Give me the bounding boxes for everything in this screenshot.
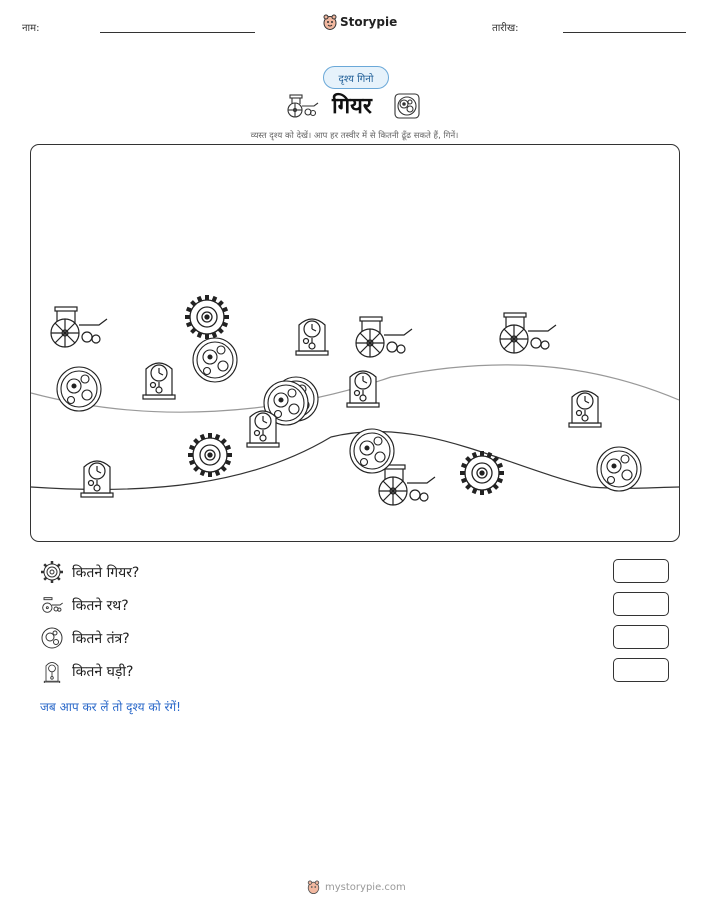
footer-site[interactable]: mystorypie.com	[325, 881, 406, 893]
gear-item	[460, 451, 504, 495]
carriage-item	[356, 317, 412, 357]
carriage-item	[500, 313, 556, 353]
mechanism-item	[57, 367, 101, 411]
mechanism-icon	[40, 626, 64, 650]
gear-item	[185, 295, 229, 339]
counting-scene	[30, 144, 680, 542]
question-gears	[40, 560, 139, 584]
mechanism-icon	[393, 92, 421, 120]
clock-item	[347, 371, 379, 407]
clock-item	[81, 461, 113, 497]
mechanism-item	[597, 447, 641, 491]
footer	[307, 880, 406, 894]
instructions: व्यस्त दृश्य को देखें। आप हर तस्वीर में से कितनी ढूँढ सकते हैं, गिनें।	[250, 131, 459, 141]
question-label: कितने घड़ी?	[72, 663, 134, 680]
clock-item	[296, 319, 328, 355]
date-line[interactable]	[563, 32, 686, 33]
clock-item	[143, 363, 175, 399]
clock-icon	[40, 659, 64, 683]
question-label: कितने तंत्र?	[72, 630, 130, 647]
answer-box-gears[interactable]	[613, 559, 669, 583]
carriage-item	[51, 307, 107, 347]
brand-logo	[323, 14, 397, 30]
mechanism-item	[193, 338, 237, 382]
question-label: कितने रथ?	[72, 597, 129, 614]
page-title: गियर	[332, 94, 372, 119]
gear-item	[188, 433, 232, 477]
carriage-item	[379, 465, 435, 505]
question-carriages	[40, 593, 129, 617]
name-line[interactable]	[100, 32, 255, 33]
name-label: नाम:	[22, 23, 40, 34]
question-label: कितने गियर?	[72, 564, 140, 581]
scene-illustration	[31, 145, 679, 541]
clock-item	[569, 391, 601, 427]
brand-name: Storypie	[340, 15, 398, 29]
answer-box-carriages[interactable]	[613, 592, 669, 616]
storypie-mascot-icon	[307, 880, 320, 894]
answer-box-clocks[interactable]	[613, 658, 669, 682]
date-label: तारीख:	[492, 23, 519, 34]
coloring-note: जब आप कर लें तो दृश्य को रंगें!	[40, 700, 181, 714]
carriage-icon	[284, 93, 320, 119]
question-mechanisms	[40, 626, 130, 650]
question-clocks	[40, 659, 133, 683]
gear-icon	[40, 560, 64, 584]
mechanism-item	[350, 429, 394, 473]
answer-box-mechanisms[interactable]	[613, 625, 669, 649]
carriage-icon	[40, 593, 64, 617]
activity-badge: दृश्य गिनो	[323, 66, 389, 89]
storypie-mascot-icon	[323, 14, 337, 30]
clock-item	[247, 411, 279, 447]
